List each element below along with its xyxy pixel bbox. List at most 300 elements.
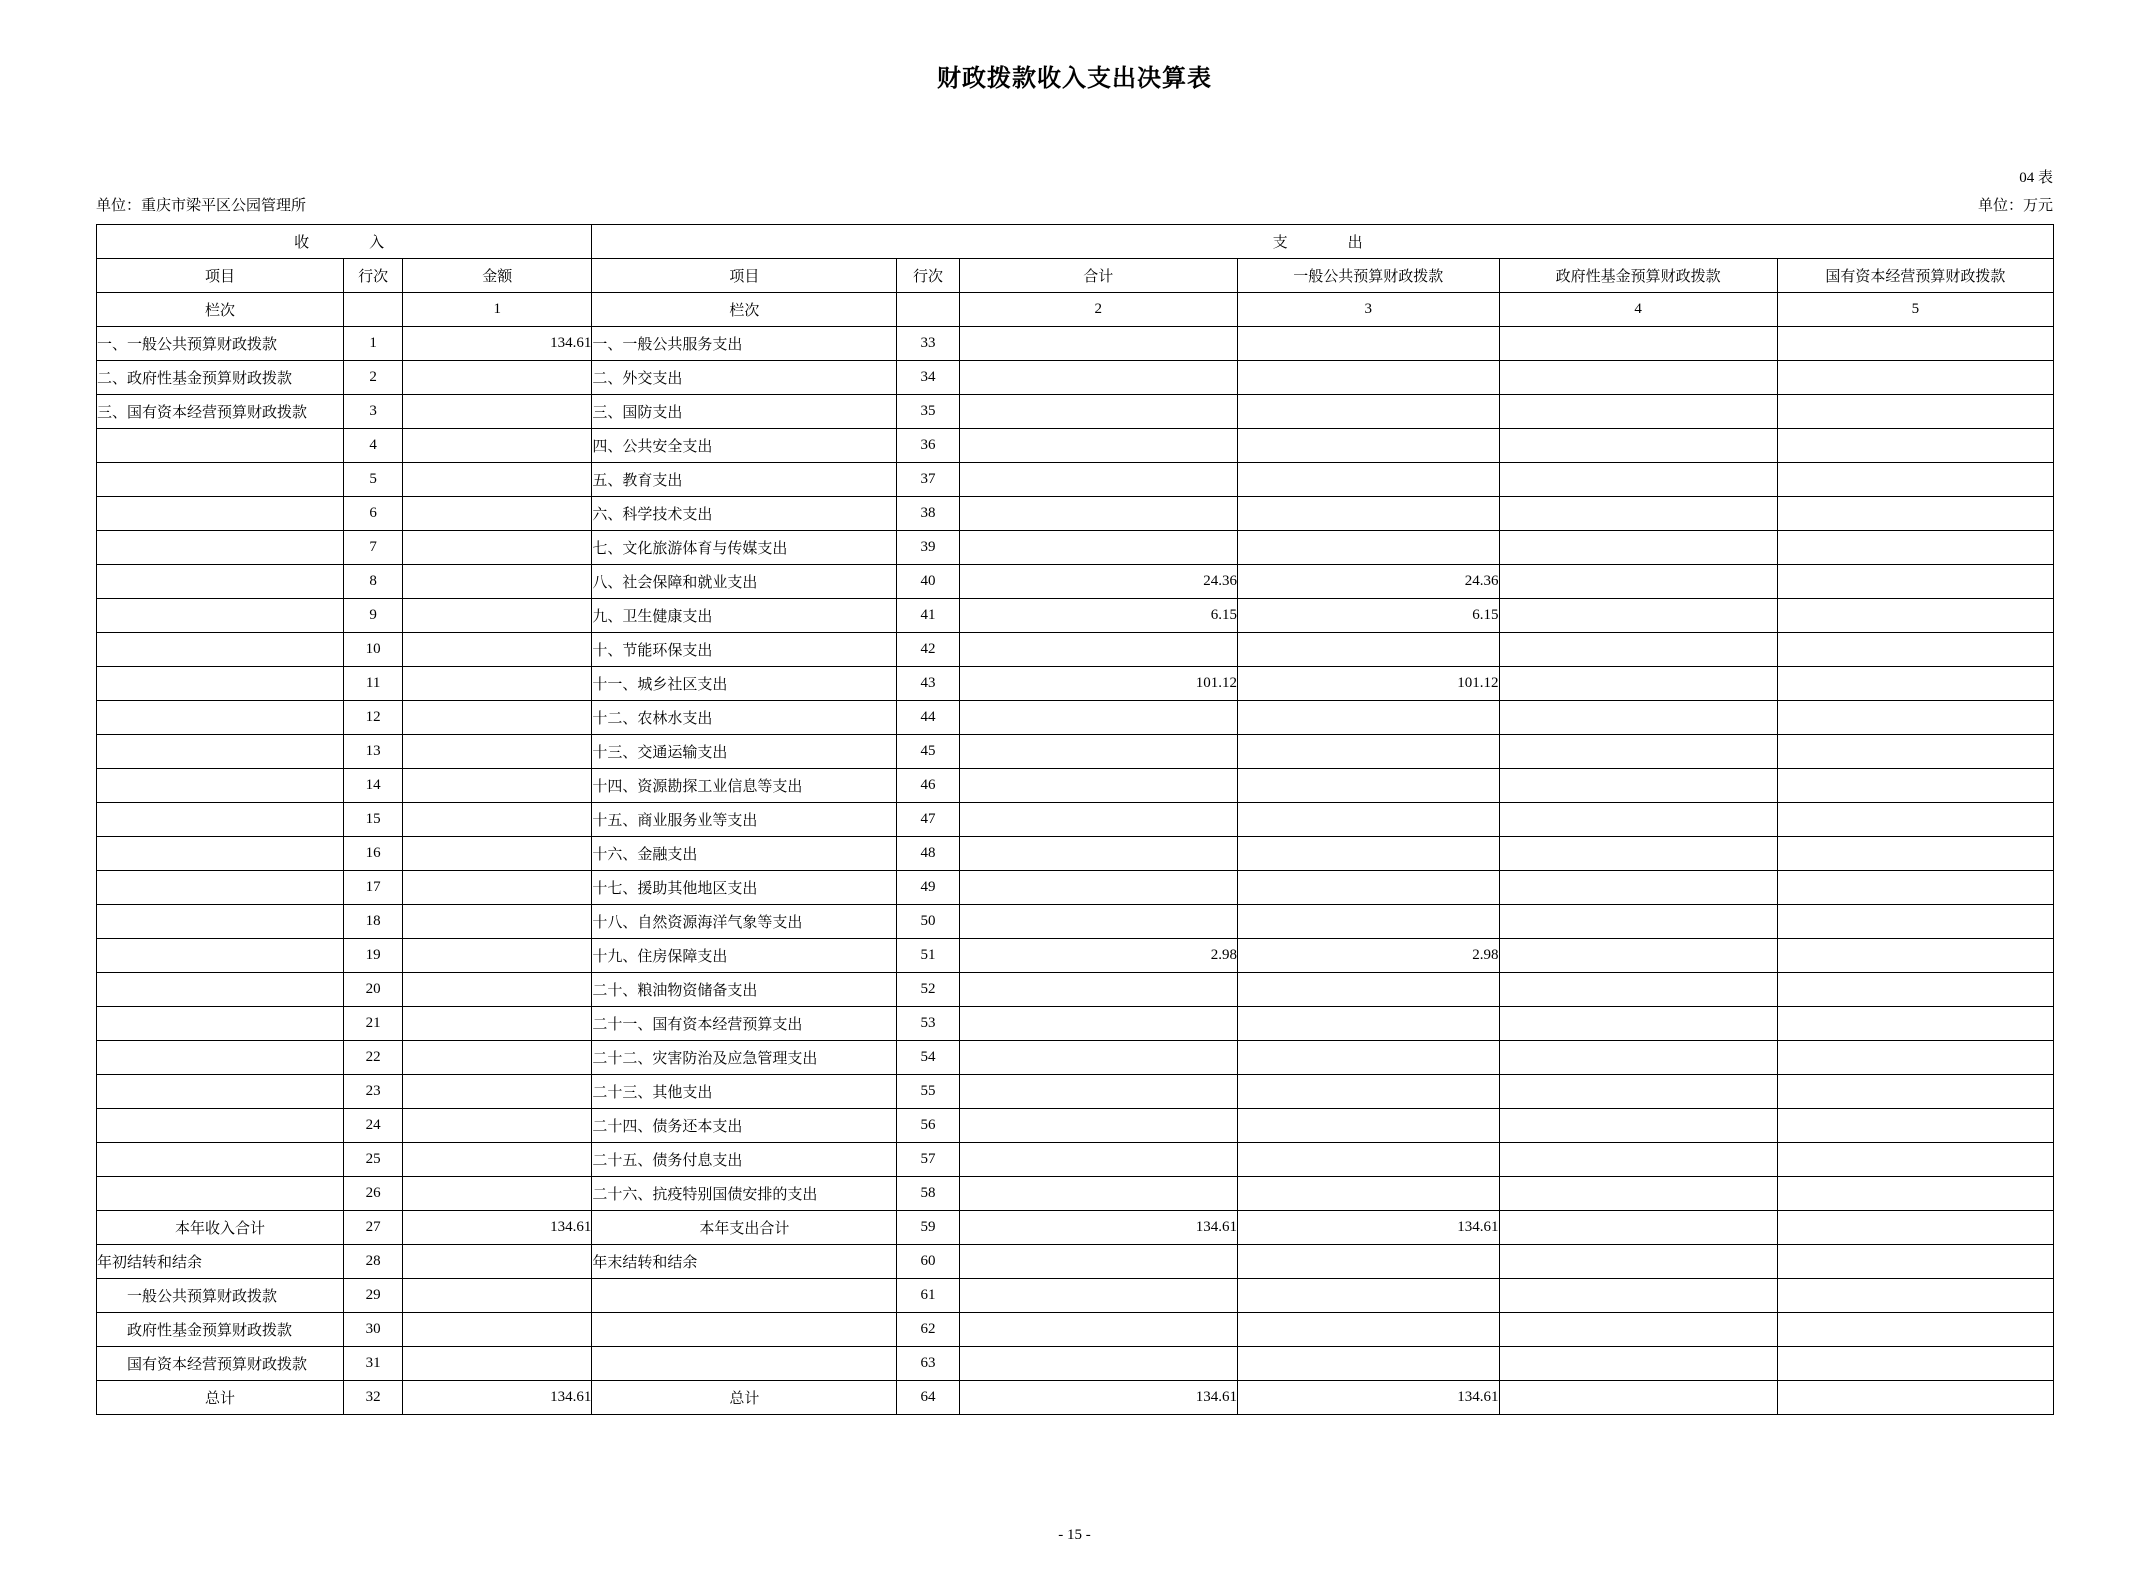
gov-fund-cell bbox=[1499, 803, 1777, 837]
table-row bbox=[97, 973, 2054, 1007]
state-capital-cell bbox=[1777, 633, 2053, 667]
income-row-number-cell: 23 bbox=[344, 1075, 403, 1109]
income-amount-cell bbox=[403, 633, 592, 667]
income-row-number-cell: 11 bbox=[344, 667, 403, 701]
general-public-cell bbox=[1237, 463, 1499, 497]
sheet-number: 04 表 bbox=[2019, 170, 2053, 186]
income-item-cell bbox=[97, 973, 344, 1007]
expense-row-number-cell: 64 bbox=[897, 1381, 959, 1415]
income-amount-cell bbox=[403, 1075, 592, 1109]
income-item-cell: 一般公共预算财政拨款 bbox=[97, 1279, 344, 1313]
general-public-cell bbox=[1237, 803, 1499, 837]
expense-row-number-cell: 37 bbox=[897, 463, 959, 497]
state-capital-cell bbox=[1777, 1109, 2053, 1143]
expense-row-number-cell: 58 bbox=[897, 1177, 959, 1211]
income-row-number-cell: 10 bbox=[344, 633, 403, 667]
column-header-expense-row: 行次 bbox=[897, 259, 959, 293]
gov-fund-cell bbox=[1499, 837, 1777, 871]
income-item-cell bbox=[97, 871, 344, 905]
table-row bbox=[97, 327, 2054, 361]
gov-fund-cell bbox=[1499, 701, 1777, 735]
expense-row-number-cell: 52 bbox=[897, 973, 959, 1007]
expense-row-number-cell: 38 bbox=[897, 497, 959, 531]
income-amount-cell bbox=[403, 871, 592, 905]
table-row bbox=[97, 803, 2054, 837]
general-public-cell: 6.15 bbox=[1237, 599, 1499, 633]
expense-item-cell: 十、节能环保支出 bbox=[592, 633, 897, 667]
expense-item-cell: 三、国防支出 bbox=[592, 395, 897, 429]
income-amount-cell bbox=[403, 803, 592, 837]
expense-total-cell bbox=[959, 395, 1237, 429]
table-row bbox=[97, 633, 2054, 667]
general-public-cell bbox=[1237, 871, 1499, 905]
expense-row-number-cell: 33 bbox=[897, 327, 959, 361]
general-public-cell bbox=[1237, 1041, 1499, 1075]
gov-fund-cell bbox=[1499, 667, 1777, 701]
expense-item-cell: 十六、金融支出 bbox=[592, 837, 897, 871]
income-item-cell: 一、一般公共预算财政拨款 bbox=[97, 327, 344, 361]
expense-item-cell: 九、卫生健康支出 bbox=[592, 599, 897, 633]
table-row bbox=[97, 1007, 2054, 1041]
table-row bbox=[97, 905, 2054, 939]
expense-row-number-cell: 54 bbox=[897, 1041, 959, 1075]
lanci-col-4: 4 bbox=[1499, 293, 1777, 327]
state-capital-cell bbox=[1777, 1041, 2053, 1075]
income-row-number-cell: 1 bbox=[344, 327, 403, 361]
income-row-number-cell: 5 bbox=[344, 463, 403, 497]
table-row bbox=[97, 531, 2054, 565]
gov-fund-cell bbox=[1499, 463, 1777, 497]
gov-fund-cell bbox=[1499, 361, 1777, 395]
gov-fund-cell bbox=[1499, 1007, 1777, 1041]
income-item-cell bbox=[97, 769, 344, 803]
expense-row-number-cell: 53 bbox=[897, 1007, 959, 1041]
state-capital-cell bbox=[1777, 939, 2053, 973]
expense-item-cell: 一、一般公共服务支出 bbox=[592, 327, 897, 361]
expense-row-number-cell: 45 bbox=[897, 735, 959, 769]
expense-row-number-cell: 39 bbox=[897, 531, 959, 565]
gov-fund-cell bbox=[1499, 327, 1777, 361]
state-capital-cell bbox=[1777, 395, 2053, 429]
expense-row-number-cell: 41 bbox=[897, 599, 959, 633]
expense-row-number-cell: 34 bbox=[897, 361, 959, 395]
income-item-cell bbox=[97, 905, 344, 939]
general-public-cell bbox=[1237, 361, 1499, 395]
expense-item-cell: 二十五、债务付息支出 bbox=[592, 1143, 897, 1177]
income-amount-cell bbox=[403, 1177, 592, 1211]
expense-total-cell bbox=[959, 905, 1237, 939]
expense-total-cell bbox=[959, 463, 1237, 497]
income-amount-cell bbox=[403, 1041, 592, 1075]
expense-total-cell bbox=[959, 871, 1237, 905]
expense-row-number-cell: 55 bbox=[897, 1075, 959, 1109]
general-public-cell bbox=[1237, 837, 1499, 871]
general-public-cell bbox=[1237, 1279, 1499, 1313]
gov-fund-cell bbox=[1499, 1245, 1777, 1279]
income-item-cell: 本年收入合计 bbox=[97, 1211, 344, 1245]
table-row bbox=[97, 1143, 2054, 1177]
general-public-cell bbox=[1237, 1313, 1499, 1347]
income-amount-cell bbox=[403, 463, 592, 497]
group-header-income: 收 入 bbox=[97, 225, 592, 259]
expense-item-cell: 十四、资源勘探工业信息等支出 bbox=[592, 769, 897, 803]
lanci-label-income: 栏次 bbox=[97, 293, 344, 327]
gov-fund-cell bbox=[1499, 1075, 1777, 1109]
income-amount-cell bbox=[403, 973, 592, 1007]
table-body bbox=[97, 327, 2054, 1415]
expense-item-cell: 二十四、债务还本支出 bbox=[592, 1109, 897, 1143]
expense-total-cell: 134.61 bbox=[959, 1381, 1237, 1415]
gov-fund-cell bbox=[1499, 497, 1777, 531]
income-row-number-cell: 16 bbox=[344, 837, 403, 871]
income-row-number-cell: 21 bbox=[344, 1007, 403, 1041]
state-capital-cell bbox=[1777, 463, 2053, 497]
income-amount-cell bbox=[403, 599, 592, 633]
income-amount-cell bbox=[403, 1007, 592, 1041]
state-capital-cell bbox=[1777, 1245, 2053, 1279]
state-capital-cell bbox=[1777, 1177, 2053, 1211]
gov-fund-cell bbox=[1499, 531, 1777, 565]
gov-fund-cell bbox=[1499, 1381, 1777, 1415]
general-public-cell bbox=[1237, 1007, 1499, 1041]
income-amount-cell bbox=[403, 1313, 592, 1347]
income-amount-cell bbox=[403, 1245, 592, 1279]
gov-fund-cell bbox=[1499, 1041, 1777, 1075]
income-item-cell bbox=[97, 939, 344, 973]
lanci-label-expense: 栏次 bbox=[592, 293, 897, 327]
income-item-cell bbox=[97, 429, 344, 463]
table-row bbox=[97, 395, 2054, 429]
column-header-state-capital: 国有资本经营预算财政拨款 bbox=[1777, 259, 2053, 293]
general-public-cell bbox=[1237, 905, 1499, 939]
expense-row-number-cell: 49 bbox=[897, 871, 959, 905]
gov-fund-cell bbox=[1499, 1109, 1777, 1143]
lanci-col-2: 2 bbox=[959, 293, 1237, 327]
state-capital-cell bbox=[1777, 361, 2053, 395]
income-row-number-cell: 6 bbox=[344, 497, 403, 531]
gov-fund-cell bbox=[1499, 1279, 1777, 1313]
gov-fund-cell bbox=[1499, 1347, 1777, 1381]
income-amount-cell bbox=[403, 395, 592, 429]
income-item-cell bbox=[97, 497, 344, 531]
income-amount-cell bbox=[403, 1109, 592, 1143]
expense-total-cell bbox=[959, 1041, 1237, 1075]
column-header-expense-total: 合计 bbox=[959, 259, 1237, 293]
expense-total-cell bbox=[959, 429, 1237, 463]
expense-total-cell bbox=[959, 973, 1237, 1007]
income-amount-cell bbox=[403, 531, 592, 565]
expense-item-cell bbox=[592, 1313, 897, 1347]
table-row bbox=[97, 599, 2054, 633]
expense-total-cell bbox=[959, 803, 1237, 837]
gov-fund-cell bbox=[1499, 973, 1777, 1007]
expense-item-cell: 二十六、抗疫特别国债安排的支出 bbox=[592, 1177, 897, 1211]
table-row bbox=[97, 497, 2054, 531]
lanci-col-5: 5 bbox=[1777, 293, 2053, 327]
table-row bbox=[97, 1109, 2054, 1143]
expense-total-cell bbox=[959, 837, 1237, 871]
page-footer: - 15 - bbox=[1058, 1527, 1091, 1543]
general-public-cell: 24.36 bbox=[1237, 565, 1499, 599]
income-row-number-cell: 29 bbox=[344, 1279, 403, 1313]
expense-item-cell: 四、公共安全支出 bbox=[592, 429, 897, 463]
income-row-number-cell: 24 bbox=[344, 1109, 403, 1143]
general-public-cell: 101.12 bbox=[1237, 667, 1499, 701]
gov-fund-cell bbox=[1499, 1177, 1777, 1211]
table-row bbox=[97, 701, 2054, 735]
expense-row-number-cell: 43 bbox=[897, 667, 959, 701]
general-public-cell bbox=[1237, 1109, 1499, 1143]
general-public-cell bbox=[1237, 633, 1499, 667]
income-row-number-cell: 26 bbox=[344, 1177, 403, 1211]
income-amount-cell bbox=[403, 497, 592, 531]
table-row bbox=[97, 769, 2054, 803]
expense-row-number-cell: 59 bbox=[897, 1211, 959, 1245]
income-item-cell bbox=[97, 565, 344, 599]
expense-row-number-cell: 46 bbox=[897, 769, 959, 803]
general-public-cell bbox=[1237, 769, 1499, 803]
income-amount-cell: 134.61 bbox=[403, 1211, 592, 1245]
table-row bbox=[97, 1211, 2054, 1245]
income-item-cell bbox=[97, 1041, 344, 1075]
table-row bbox=[97, 1177, 2054, 1211]
gov-fund-cell bbox=[1499, 735, 1777, 769]
income-row-number-cell: 9 bbox=[344, 599, 403, 633]
expense-item-cell: 十一、城乡社区支出 bbox=[592, 667, 897, 701]
state-capital-cell bbox=[1777, 735, 2053, 769]
income-row-number-cell: 31 bbox=[344, 1347, 403, 1381]
expense-total-cell bbox=[959, 497, 1237, 531]
expense-total-cell bbox=[959, 327, 1237, 361]
income-item-cell bbox=[97, 701, 344, 735]
expense-total-cell bbox=[959, 1245, 1237, 1279]
income-item-cell bbox=[97, 599, 344, 633]
general-public-cell bbox=[1237, 497, 1499, 531]
income-row-number-cell: 30 bbox=[344, 1313, 403, 1347]
state-capital-cell bbox=[1777, 565, 2053, 599]
general-public-cell bbox=[1237, 429, 1499, 463]
income-amount-cell bbox=[403, 667, 592, 701]
expense-total-cell bbox=[959, 361, 1237, 395]
income-row-number-cell: 7 bbox=[344, 531, 403, 565]
income-row-number-cell: 13 bbox=[344, 735, 403, 769]
table-row bbox=[97, 1313, 2054, 1347]
income-item-cell bbox=[97, 463, 344, 497]
income-amount-cell bbox=[403, 1347, 592, 1381]
income-item-cell bbox=[97, 633, 344, 667]
state-capital-cell bbox=[1777, 905, 2053, 939]
table-column-header-row bbox=[97, 259, 2054, 293]
expense-total-cell bbox=[959, 1075, 1237, 1109]
income-item-cell bbox=[97, 1177, 344, 1211]
expense-item-cell: 总计 bbox=[592, 1381, 897, 1415]
gov-fund-cell bbox=[1499, 1143, 1777, 1177]
state-capital-cell bbox=[1777, 871, 2053, 905]
income-row-number-cell: 15 bbox=[344, 803, 403, 837]
income-item-cell bbox=[97, 735, 344, 769]
expense-row-number-cell: 48 bbox=[897, 837, 959, 871]
general-public-cell bbox=[1237, 1177, 1499, 1211]
income-item-cell bbox=[97, 1143, 344, 1177]
table-row bbox=[97, 1347, 2054, 1381]
expense-total-cell bbox=[959, 735, 1237, 769]
income-item-cell: 年初结转和结余 bbox=[97, 1245, 344, 1279]
income-row-number-cell: 14 bbox=[344, 769, 403, 803]
state-capital-cell bbox=[1777, 1313, 2053, 1347]
income-row-number-cell: 28 bbox=[344, 1245, 403, 1279]
lanci-col-3: 3 bbox=[1237, 293, 1499, 327]
gov-fund-cell bbox=[1499, 633, 1777, 667]
state-capital-cell bbox=[1777, 1075, 2053, 1109]
table-row bbox=[97, 667, 2054, 701]
income-item-cell bbox=[97, 837, 344, 871]
gov-fund-cell bbox=[1499, 871, 1777, 905]
income-amount-cell bbox=[403, 939, 592, 973]
column-header-gov-fund: 政府性基金预算财政拨款 bbox=[1499, 259, 1777, 293]
table-row bbox=[97, 463, 2054, 497]
state-capital-cell bbox=[1777, 1381, 2053, 1415]
table-row bbox=[97, 565, 2054, 599]
expense-item-cell: 二十一、国有资本经营预算支出 bbox=[592, 1007, 897, 1041]
expense-total-cell: 6.15 bbox=[959, 599, 1237, 633]
income-row-number-cell: 4 bbox=[344, 429, 403, 463]
table-row bbox=[97, 361, 2054, 395]
column-header-income-row: 行次 bbox=[344, 259, 403, 293]
expense-row-number-cell: 63 bbox=[897, 1347, 959, 1381]
table-row bbox=[97, 939, 2054, 973]
expense-total-cell bbox=[959, 1143, 1237, 1177]
expense-row-number-cell: 50 bbox=[897, 905, 959, 939]
income-row-number-cell: 17 bbox=[344, 871, 403, 905]
general-public-cell bbox=[1237, 531, 1499, 565]
gov-fund-cell bbox=[1499, 599, 1777, 633]
income-row-number-cell: 3 bbox=[344, 395, 403, 429]
state-capital-cell bbox=[1777, 973, 2053, 1007]
expense-total-cell: 134.61 bbox=[959, 1211, 1237, 1245]
general-public-cell bbox=[1237, 735, 1499, 769]
expense-total-cell bbox=[959, 1007, 1237, 1041]
expense-item-cell: 十二、农林水支出 bbox=[592, 701, 897, 735]
income-row-number-cell: 20 bbox=[344, 973, 403, 1007]
table-row bbox=[97, 735, 2054, 769]
expense-row-number-cell: 61 bbox=[897, 1279, 959, 1313]
general-public-cell bbox=[1237, 701, 1499, 735]
gov-fund-cell bbox=[1499, 429, 1777, 463]
gov-fund-cell bbox=[1499, 939, 1777, 973]
general-public-cell bbox=[1237, 1347, 1499, 1381]
general-public-cell: 2.98 bbox=[1237, 939, 1499, 973]
state-capital-cell bbox=[1777, 667, 2053, 701]
income-row-number-cell: 32 bbox=[344, 1381, 403, 1415]
expense-item-cell bbox=[592, 1279, 897, 1313]
state-capital-cell bbox=[1777, 429, 2053, 463]
expense-row-number-cell: 47 bbox=[897, 803, 959, 837]
gov-fund-cell bbox=[1499, 565, 1777, 599]
income-amount-cell bbox=[403, 429, 592, 463]
expense-total-cell bbox=[959, 1177, 1237, 1211]
income-amount-cell bbox=[403, 1279, 592, 1313]
income-row-number-cell: 18 bbox=[344, 905, 403, 939]
income-amount-cell bbox=[403, 905, 592, 939]
income-amount-cell: 134.61 bbox=[403, 1381, 592, 1415]
expense-item-cell: 七、文化旅游体育与传媒支出 bbox=[592, 531, 897, 565]
state-capital-cell bbox=[1777, 1347, 2053, 1381]
general-public-cell bbox=[1237, 1245, 1499, 1279]
income-item-cell bbox=[97, 667, 344, 701]
state-capital-cell bbox=[1777, 599, 2053, 633]
expense-item-cell: 二十二、灾害防治及应急管理支出 bbox=[592, 1041, 897, 1075]
column-header-income-amount: 金额 bbox=[403, 259, 592, 293]
column-header-income-item: 项目 bbox=[97, 259, 344, 293]
state-capital-cell bbox=[1777, 701, 2053, 735]
gov-fund-cell bbox=[1499, 905, 1777, 939]
income-row-number-cell: 8 bbox=[344, 565, 403, 599]
expense-total-cell bbox=[959, 633, 1237, 667]
income-amount-cell bbox=[403, 565, 592, 599]
gov-fund-cell bbox=[1499, 1313, 1777, 1347]
expense-total-cell bbox=[959, 531, 1237, 565]
expense-item-cell: 年末结转和结余 bbox=[592, 1245, 897, 1279]
income-item-cell: 三、国有资本经营预算财政拨款 bbox=[97, 395, 344, 429]
expense-item-cell: 八、社会保障和就业支出 bbox=[592, 565, 897, 599]
general-public-cell bbox=[1237, 327, 1499, 361]
income-item-cell bbox=[97, 531, 344, 565]
state-capital-cell bbox=[1777, 1007, 2053, 1041]
expense-row-number-cell: 51 bbox=[897, 939, 959, 973]
expense-row-number-cell: 36 bbox=[897, 429, 959, 463]
expense-item-cell: 十五、商业服务业等支出 bbox=[592, 803, 897, 837]
state-capital-cell bbox=[1777, 497, 2053, 531]
income-item-cell: 政府性基金预算财政拨款 bbox=[97, 1313, 344, 1347]
table-row bbox=[97, 1075, 2054, 1109]
state-capital-cell bbox=[1777, 1143, 2053, 1177]
expense-total-cell bbox=[959, 1313, 1237, 1347]
expense-item-cell: 二、外交支出 bbox=[592, 361, 897, 395]
expense-row-number-cell: 56 bbox=[897, 1109, 959, 1143]
lanci-blank-expense-row bbox=[897, 293, 959, 327]
income-amount-cell: 134.61 bbox=[403, 327, 592, 361]
state-capital-cell bbox=[1777, 769, 2053, 803]
income-row-number-cell: 19 bbox=[344, 939, 403, 973]
expense-total-cell: 2.98 bbox=[959, 939, 1237, 973]
column-header-general-public: 一般公共预算财政拨款 bbox=[1237, 259, 1499, 293]
expense-row-number-cell: 62 bbox=[897, 1313, 959, 1347]
expense-item-cell: 十七、援助其他地区支出 bbox=[592, 871, 897, 905]
group-header-expense: 支 出 bbox=[592, 225, 2054, 259]
table-row bbox=[97, 1245, 2054, 1279]
income-amount-cell bbox=[403, 361, 592, 395]
income-row-number-cell: 22 bbox=[344, 1041, 403, 1075]
expense-row-number-cell: 42 bbox=[897, 633, 959, 667]
table-row bbox=[97, 837, 2054, 871]
income-amount-cell bbox=[403, 701, 592, 735]
general-public-cell bbox=[1237, 973, 1499, 1007]
expense-total-cell: 24.36 bbox=[959, 565, 1237, 599]
expense-total-cell bbox=[959, 1347, 1237, 1381]
table-row bbox=[97, 1041, 2054, 1075]
expense-item-cell: 十三、交通运输支出 bbox=[592, 735, 897, 769]
income-amount-cell bbox=[403, 1143, 592, 1177]
income-item-cell bbox=[97, 1109, 344, 1143]
state-capital-cell bbox=[1777, 1279, 2053, 1313]
expense-item-cell bbox=[592, 1347, 897, 1381]
expense-row-number-cell: 44 bbox=[897, 701, 959, 735]
gov-fund-cell bbox=[1499, 395, 1777, 429]
income-item-cell: 总计 bbox=[97, 1381, 344, 1415]
general-public-cell: 134.61 bbox=[1237, 1211, 1499, 1245]
expense-item-cell: 十九、住房保障支出 bbox=[592, 939, 897, 973]
expense-total-cell bbox=[959, 769, 1237, 803]
